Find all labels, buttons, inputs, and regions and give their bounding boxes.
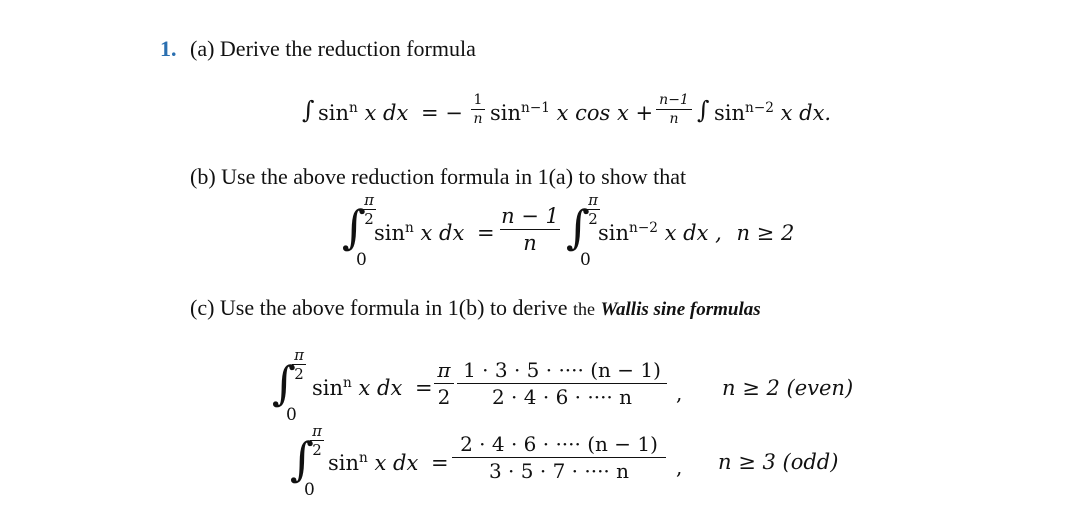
part-a-text: (a) Derive the reduction formula [190,36,476,61]
fraction-one-over-n: 1 n [471,92,485,127]
formula-c-even-lhs: $\sin^n x$ dx = [312,375,433,400]
upper-limit-pi-over-2: π 2 [586,191,600,228]
fraction-n-minus-1-over-n: n−1 n [656,92,692,127]
condition-even: n ≥ 2 (even) [722,376,854,400]
definite-integral-sign: ∫ [272,356,296,410]
lower-limit: 0 [304,480,315,500]
condition-odd: n ≥ 3 (odd) [718,450,839,474]
lower-limit: 0 [286,405,297,425]
comma: , [676,455,683,479]
formula-a-middle: $\sin^{n-1} x$ cos x + [490,100,654,125]
formula-b-rhs: $\sin^{n-2} x$ dx , n ≥ 2 [598,220,795,245]
problem-header [160,36,476,62]
formula-c-odd-lhs: $\sin^n x$ dx = [328,450,449,475]
upper-limit-pi-over-2: π 2 [310,422,324,459]
upper-limit-pi-over-2: π 2 [292,346,306,383]
part-b-text: (b) Use the above reduction formula in 1(a) to show that [190,164,687,189]
fraction-pi-over-2: π 2 [434,358,454,409]
part-c-text: (c) Use the above formula in 1(b) to derive the Wallis sine formulas [190,295,761,320]
fraction-n-minus-1-over-n: n − 1 n [501,204,559,255]
wallis-odd-fraction: 2 · 4 · 6 · ···· (n − 1) 3 · 5 · 7 · ···· n [452,432,666,483]
wallis-even-fraction: 1 · 3 · 5 · ···· (n − 1) 2 · 4 · 6 · ···· n [457,358,667,409]
definite-integral-sign: ∫ [290,432,314,486]
formula-a-rhs: $\sin^{n-2} x$ dx. [714,100,832,125]
definite-integral-sign: ∫ [566,200,590,254]
comma: , [676,381,683,405]
definite-integral-sign: ∫ [342,200,366,254]
upper-limit-pi-over-2: π 2 [362,191,376,228]
integral-sign: ∫ [697,96,710,124]
formula-b-lhs: $\sin^n x$ dx = [374,220,495,245]
lower-limit: 0 [356,250,367,270]
formula-a-lhs: $\sin^n x$ dx = − [318,100,463,125]
lower-limit: 0 [580,250,591,270]
integral-sign: ∫ [302,96,315,124]
problem-number: 1. [160,36,177,61]
